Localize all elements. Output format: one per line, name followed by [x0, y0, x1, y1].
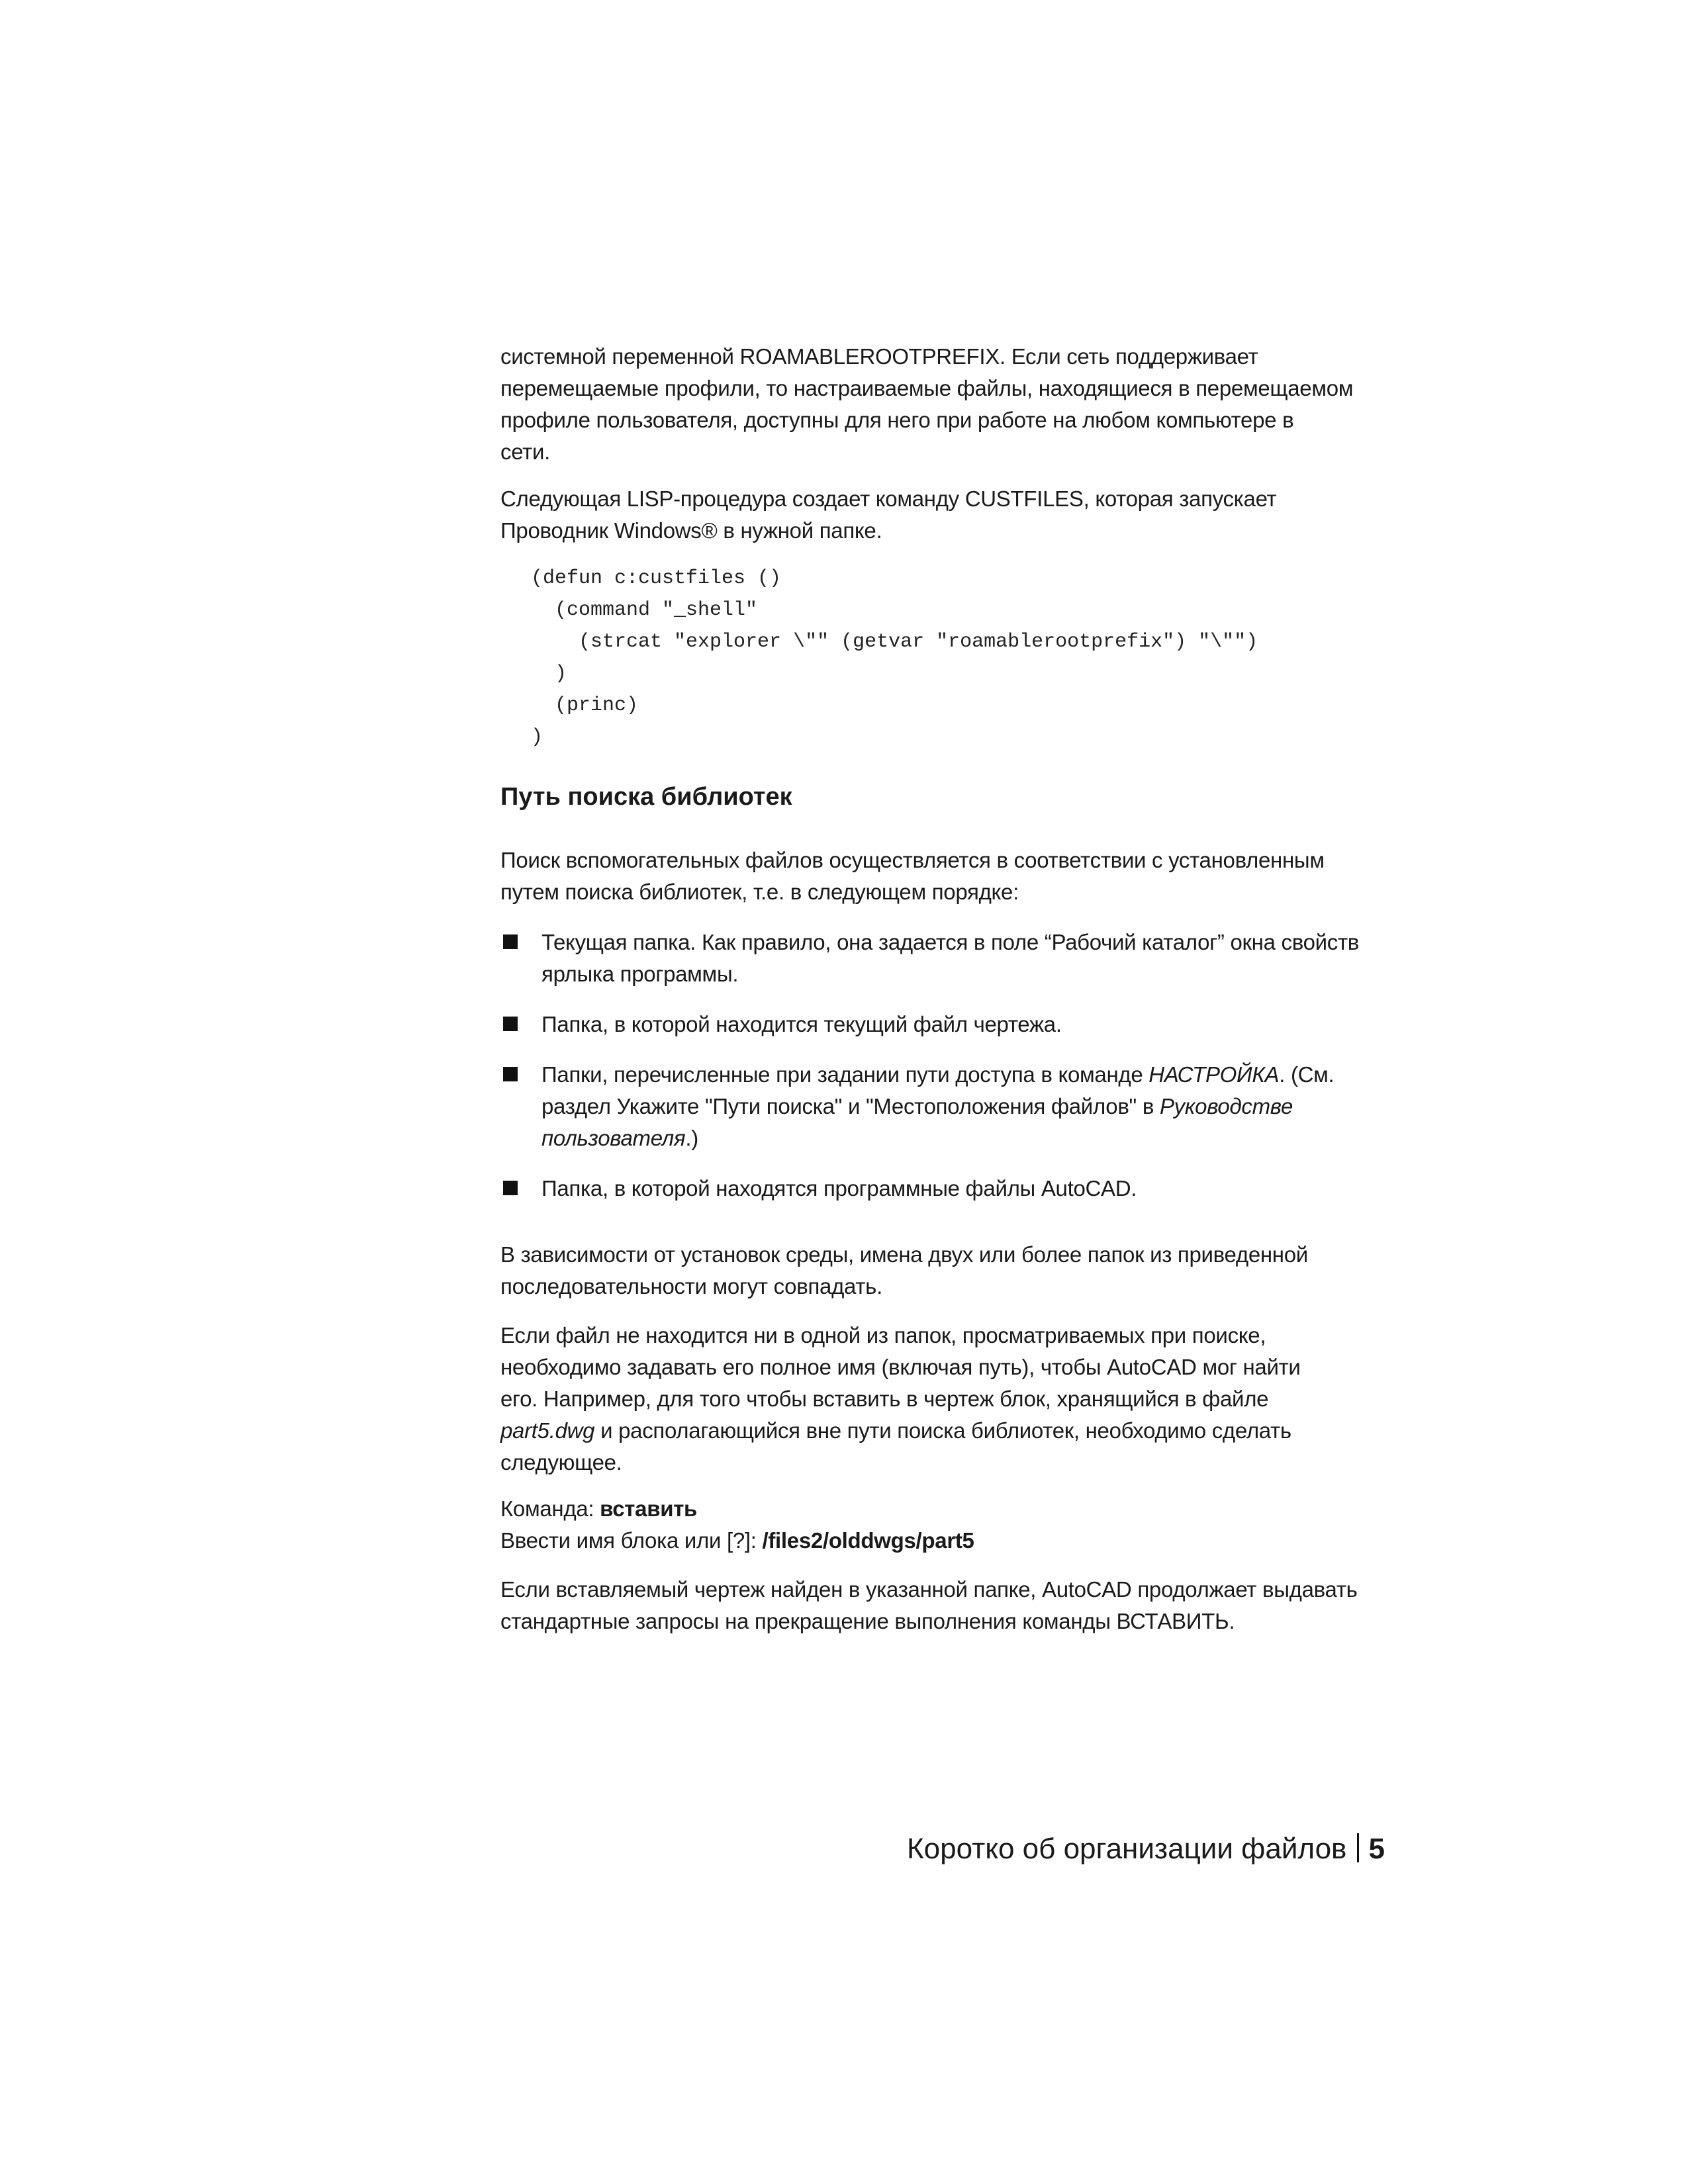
- fullpath-line-1: Если файл не находится ни в одной из папок, просматриваемых при поиске,: [500, 1323, 1266, 1347]
- page-footer: [907, 1829, 1385, 1869]
- lisp-intro-line-1: Следующая LISP-процедура создает команду CUSTFILES, которая запускает: [500, 486, 1277, 511]
- footer-chapter-title: Коротко об организации файлов: [907, 1833, 1347, 1865]
- bullet-square-icon: [503, 1181, 518, 1195]
- bullet-3-line-2: раздел Укажите "Пути поиска" и "Местоположения файлов" в Руководстве: [541, 1094, 1293, 1118]
- bullet-3-line-3: пользователя.): [541, 1126, 698, 1150]
- search-intro-line-1: Поиск вспомогательных файлов осуществляется в соответствии с установленным: [500, 848, 1325, 872]
- code-line-1: (defun c:custfiles (): [531, 567, 782, 590]
- bullet-4: Папка, в которой находятся программные файлы AutoCAD.: [541, 1176, 1137, 1201]
- intro-line-3: профиле пользователя, доступны для него при работе на любом компьютере в: [500, 408, 1294, 432]
- user-guide-ref-cont: пользователя: [541, 1126, 686, 1150]
- code-line-3: (strcat "explorer \"" (getvar "roamablerootprefix") "\""): [531, 631, 1258, 653]
- fullpath-line-3: его. Например, для того чтобы вставить в чертеж блок, хранящийся в файле: [500, 1387, 1269, 1411]
- command-input-insert: вставить: [600, 1496, 698, 1521]
- filename-part5: part5.dwg: [500, 1418, 595, 1443]
- command-line-1: Команда: вставить: [500, 1496, 698, 1521]
- code-line-6: ): [531, 726, 543, 749]
- fullpath-line-2: необходимо задавать его полное имя (включая путь), чтобы AutoCAD мог найти: [500, 1355, 1301, 1379]
- env-note-line-2: последовательности могут совпадать.: [500, 1274, 882, 1298]
- bullet-1-line-1: Текущая папка. Как правило, она задается в поле “Рабочий каталог” окна свойств: [541, 930, 1359, 954]
- intro-line-2: перемещаемые профили, то настраиваемые файлы, находящиеся в перемещаемом: [500, 376, 1354, 400]
- command-name-nastroika: НАСТРОЙКА: [1149, 1062, 1280, 1087]
- fullpath-line-5: следующее.: [500, 1450, 622, 1475]
- fullpath-line-4: part5.dwg и располагающийся вне пути поиска библиотек, необходимо сделать: [500, 1418, 1291, 1443]
- footer-separator: [1357, 1833, 1359, 1862]
- bullet-square-icon: [503, 1067, 518, 1081]
- code-line-2: (command "_shell": [531, 599, 758, 621]
- bullet-square-icon: [503, 934, 518, 949]
- env-note-line-1: В зависимости от установок среды, имена двух или более папок из приведенной: [500, 1242, 1308, 1267]
- bullet-3-line-1: Папки, перечисленные при задании пути доступа в команде НАСТРОЙКА. (См.: [541, 1062, 1335, 1087]
- section-heading: Путь поиска библиотек: [500, 783, 792, 811]
- code-line-4: ): [531, 662, 567, 685]
- outro-line-2: стандартные запросы на прекращение выполнения команды ВСТАВИТЬ.: [500, 1609, 1235, 1633]
- lisp-intro-line-2: Проводник Windows® в нужной папке.: [500, 518, 882, 543]
- outro-line-1: Если вставляемый чертеж найден в указанной папке, AutoCAD продолжает выдавать: [500, 1577, 1358, 1602]
- user-guide-ref: Руководстве: [1159, 1094, 1293, 1118]
- bullet-1-line-2: ярлыка программы.: [541, 962, 739, 986]
- command-line-2: Ввести имя блока или [?]: /files2/olddwgs/part5: [500, 1528, 974, 1553]
- intro-line-4: сети.: [500, 439, 550, 464]
- search-intro-line-2: путем поиска библиотек, т.е. в следующем порядке:: [500, 880, 1019, 904]
- command-input-path: /files2/olddwgs/part5: [762, 1528, 974, 1553]
- intro-line-1: системной переменной ROAMABLEROOTPREFIX. Если сеть поддерживает: [500, 344, 1258, 369]
- page-number: 5: [1368, 1833, 1385, 1865]
- bullet-square-icon: [503, 1017, 518, 1031]
- bullet-2: Папка, в которой находится текущий файл чертежа.: [541, 1012, 1062, 1036]
- code-line-5: (princ): [531, 694, 639, 717]
